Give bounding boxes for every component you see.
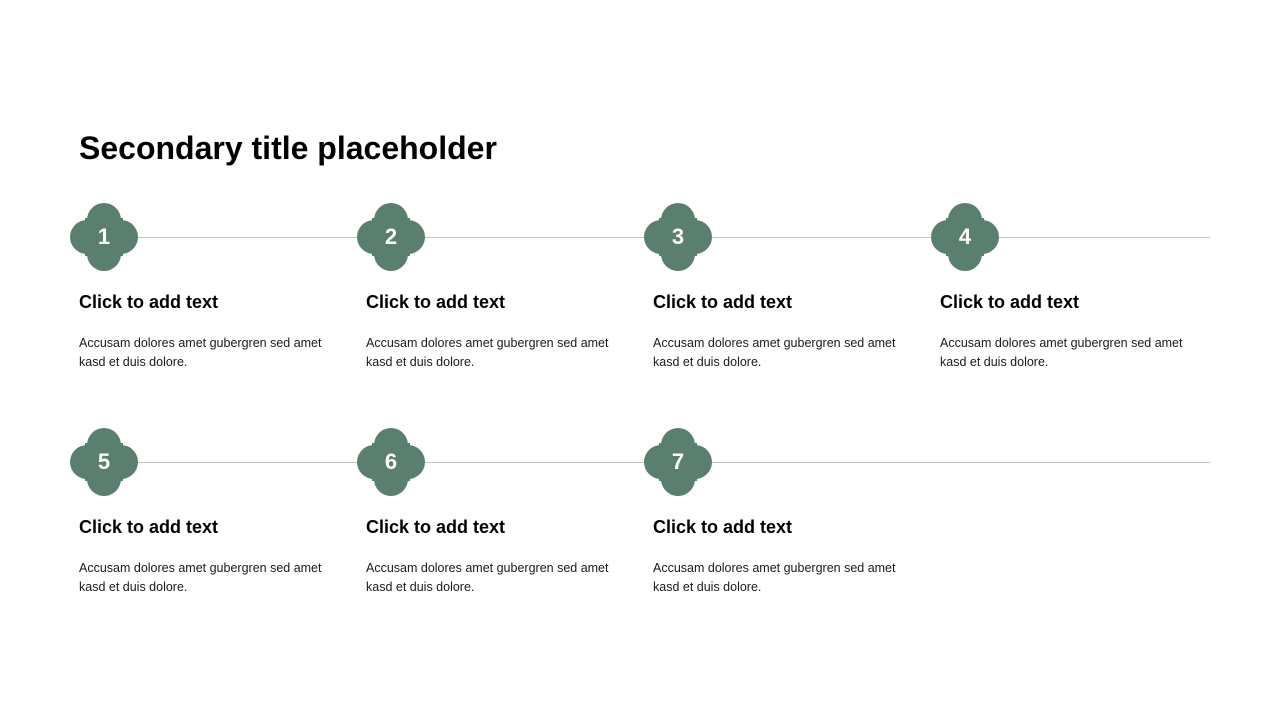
step-heading[interactable]: Click to add text — [940, 292, 1080, 312]
step-badge-quatrefoil-icon — [356, 427, 426, 497]
step-number: 7 — [671, 449, 685, 474]
step-heading[interactable]: Click to add text — [79, 517, 219, 537]
step-card-6 — [366, 427, 636, 597]
slide-title[interactable]: Secondary title placeholder — [79, 130, 497, 166]
step-number: 2 — [384, 224, 398, 249]
step-badge-quatrefoil-icon — [643, 202, 713, 272]
step-heading[interactable]: Click to add text — [366, 517, 506, 537]
step-badge-quatrefoil-icon — [69, 202, 139, 272]
step-heading[interactable]: Click to add text — [366, 292, 506, 312]
step-card-7 — [653, 427, 923, 597]
step-card-4 — [940, 202, 1210, 372]
step-badge-quatrefoil-icon — [69, 427, 139, 497]
step-number: 3 — [671, 224, 685, 249]
step-description[interactable]: Accusam dolores amet gubergren sed amet kasd et duis dolore. — [366, 336, 609, 369]
step-card-2 — [366, 202, 636, 372]
step-badge-quatrefoil-icon — [930, 202, 1000, 272]
step-description[interactable]: Accusam dolores amet gubergren sed amet kasd et duis dolore. — [79, 336, 322, 369]
step-description[interactable]: Accusam dolores amet gubergren sed amet kasd et duis dolore. — [653, 561, 896, 594]
step-description[interactable]: Accusam dolores amet gubergren sed amet kasd et duis dolore. — [940, 336, 1183, 369]
step-number: 6 — [384, 449, 398, 474]
step-heading[interactable]: Click to add text — [653, 292, 793, 312]
step-description[interactable]: Accusam dolores amet gubergren sed amet kasd et duis dolore. — [653, 336, 896, 369]
step-badge-quatrefoil-icon — [356, 202, 426, 272]
step-number: 4 — [958, 224, 972, 249]
step-heading[interactable]: Click to add text — [653, 517, 793, 537]
step-badge-quatrefoil-icon — [643, 427, 713, 497]
step-description[interactable]: Accusam dolores amet gubergren sed amet kasd et duis dolore. — [79, 561, 322, 594]
step-number: 1 — [97, 224, 111, 249]
step-description[interactable]: Accusam dolores amet gubergren sed amet kasd et duis dolore. — [366, 561, 609, 594]
step-number: 5 — [97, 449, 111, 474]
step-card-1 — [79, 202, 349, 372]
step-card-5 — [79, 427, 349, 597]
step-card-3 — [653, 202, 923, 372]
step-heading[interactable]: Click to add text — [79, 292, 219, 312]
